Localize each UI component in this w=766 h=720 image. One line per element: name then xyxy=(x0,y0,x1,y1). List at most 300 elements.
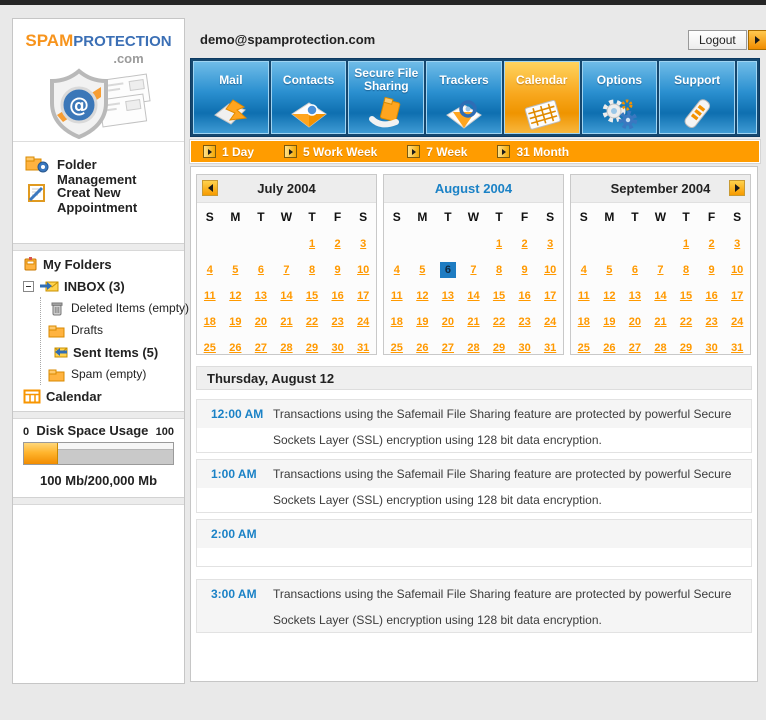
event-text-line1: Transactions using the Safemail File Sharing feature are protected by powerful Secure xyxy=(273,407,732,421)
day-cell xyxy=(274,257,300,283)
day-cell xyxy=(597,231,623,257)
sent-mail-icon xyxy=(48,345,68,359)
event-text-line2: Sockets Layer (SSL) encryption using 128 bit data encryption. xyxy=(273,613,602,627)
day-cell xyxy=(248,231,274,257)
day-link[interactable]: 22 xyxy=(305,316,319,328)
day-link[interactable]: 22 xyxy=(492,316,506,328)
weekday-header: T xyxy=(631,210,639,224)
weekday-header: W xyxy=(280,210,293,224)
day-link[interactable]: 19 xyxy=(603,316,616,328)
day-cell xyxy=(274,335,300,361)
day-link[interactable]: 24 xyxy=(544,316,557,328)
day-link[interactable]: 4 xyxy=(206,264,213,276)
day-link[interactable]: 11 xyxy=(577,290,590,302)
day-cell xyxy=(248,283,274,309)
weekday-header: T xyxy=(308,210,316,224)
slot-time[interactable]: 2:00 AM xyxy=(211,527,257,541)
day-link[interactable]: 15 xyxy=(305,290,319,302)
day-view-events xyxy=(196,399,752,639)
month-grid xyxy=(197,203,376,361)
day-link[interactable]: 3 xyxy=(734,238,741,250)
folder-icon xyxy=(48,323,66,338)
sidebar-calendar-label: Calendar xyxy=(46,388,102,404)
weekday-header: W xyxy=(467,210,480,224)
day-link[interactable]: 15 xyxy=(492,290,506,302)
day-link[interactable]: 9 xyxy=(708,264,715,276)
day-cell xyxy=(512,283,538,309)
arrow-right-icon[interactable] xyxy=(497,145,510,158)
day-link[interactable]: 4 xyxy=(580,264,587,276)
event-text-line1: Transactions using the Safemail File Sharing feature are protected by powerful Secure xyxy=(273,467,732,481)
day-link[interactable]: 12 xyxy=(416,290,429,302)
folder-item-sent-items[interactable] xyxy=(48,341,178,363)
day-link[interactable]: 24 xyxy=(731,316,744,328)
day-cell xyxy=(571,231,597,257)
day-cell xyxy=(673,309,699,335)
day-link[interactable]: 3 xyxy=(547,238,554,250)
prev-month-button[interactable] xyxy=(202,180,218,196)
weekday-header: S xyxy=(359,210,368,224)
day-cell xyxy=(673,231,699,257)
tab-label: Mail xyxy=(219,72,243,87)
day-cell xyxy=(512,309,538,335)
day-cell xyxy=(673,335,699,361)
day-cell xyxy=(597,283,623,309)
day-cell xyxy=(461,335,487,361)
day-link[interactable]: 31 xyxy=(357,342,370,354)
time-slot-12-00-am[interactable] xyxy=(196,399,752,453)
day-cell xyxy=(384,309,410,335)
day-link[interactable]: 31 xyxy=(731,342,744,354)
day-cell xyxy=(622,309,648,335)
slot-time[interactable]: 3:00 AM xyxy=(211,587,257,601)
day-link[interactable]: 10 xyxy=(731,264,744,276)
day-link[interactable]: 27 xyxy=(628,342,642,354)
view-option-label: 1 Day xyxy=(222,144,255,159)
shield-at-logo-icon xyxy=(39,67,159,139)
arrow-right-icon[interactable] xyxy=(407,145,420,158)
day-link[interactable]: 4 xyxy=(393,264,400,276)
day-link[interactable]: 25 xyxy=(390,342,403,354)
day-cell xyxy=(410,231,436,257)
tabbar-filler xyxy=(737,61,757,134)
day-link[interactable]: 6 xyxy=(631,264,638,276)
day-link[interactable]: 7 xyxy=(283,264,290,276)
disk-scale-max: 100 xyxy=(155,426,174,438)
selected-day[interactable]: 6 xyxy=(440,262,456,278)
day-link[interactable]: 10 xyxy=(544,264,557,276)
folder-item-drafts[interactable] xyxy=(48,319,178,341)
day-cell xyxy=(197,257,223,283)
day-cell xyxy=(325,231,351,257)
weekday-header: F xyxy=(520,210,529,224)
arrow-right-icon[interactable] xyxy=(284,145,297,158)
day-link[interactable]: 2 xyxy=(521,238,528,250)
day-cell xyxy=(537,335,563,361)
disk-usage-bar xyxy=(23,442,174,465)
tab-contacts[interactable] xyxy=(271,61,347,134)
day-link[interactable]: 28 xyxy=(280,342,293,354)
weekday-header: T xyxy=(257,210,265,224)
day-cell xyxy=(350,283,376,309)
calendar-panel xyxy=(190,166,758,682)
day-cell xyxy=(197,283,223,309)
sidebar-divider xyxy=(13,141,184,142)
day-link[interactable]: 26 xyxy=(416,342,429,354)
folder-item-label: Spam (empty) xyxy=(71,367,147,381)
svg-text:@: @ xyxy=(69,93,89,117)
day-cell xyxy=(410,309,436,335)
trash-icon xyxy=(48,300,66,316)
day-link[interactable]: 21 xyxy=(654,316,667,328)
day-link[interactable]: 30 xyxy=(331,342,344,354)
day-cell xyxy=(724,335,750,361)
day-cell xyxy=(648,231,674,257)
folder-icon xyxy=(48,367,66,382)
day-link[interactable]: 23 xyxy=(518,316,531,328)
day-cell xyxy=(248,309,274,335)
day-cell xyxy=(384,231,410,257)
day-link[interactable]: 14 xyxy=(280,290,293,302)
tab-mail[interactable] xyxy=(193,61,269,134)
weekday-header: T xyxy=(444,210,452,224)
month-title: August 2004 xyxy=(434,181,513,196)
logo xyxy=(13,31,184,51)
event-text-line2: Sockets Layer (SSL) encryption using 128 bit data encryption. xyxy=(273,493,602,507)
inbox-item[interactable] xyxy=(23,275,178,297)
day-link[interactable]: 27 xyxy=(254,342,268,354)
view-option-week[interactable] xyxy=(407,145,467,159)
day-link[interactable]: 8 xyxy=(495,264,503,276)
day-cell xyxy=(325,283,351,309)
folder-management-label: Folder Management xyxy=(57,157,137,187)
day-cell xyxy=(486,257,512,283)
day-cell xyxy=(435,257,461,283)
inbox-icon xyxy=(39,279,59,293)
tab-label: Contacts xyxy=(282,72,335,87)
day-link[interactable]: 29 xyxy=(492,342,506,354)
day-link[interactable]: 16 xyxy=(331,290,344,302)
weekday-header: S xyxy=(392,210,401,224)
day-link[interactable]: 20 xyxy=(628,316,642,328)
day-link[interactable]: 29 xyxy=(679,342,693,354)
day-link[interactable]: 5 xyxy=(419,264,426,276)
time-slot-1-00-am[interactable] xyxy=(196,459,752,513)
disk-space-usage xyxy=(23,423,174,488)
day-link[interactable]: 19 xyxy=(416,316,429,328)
day-link[interactable]: 25 xyxy=(577,342,590,354)
next-month-button[interactable] xyxy=(729,180,745,196)
view-option-work-week[interactable] xyxy=(284,145,377,159)
day-link[interactable]: 5 xyxy=(606,264,613,276)
day-link[interactable]: 15 xyxy=(679,290,693,302)
day-link[interactable]: 21 xyxy=(467,316,480,328)
day-link[interactable]: 19 xyxy=(229,316,242,328)
day-cell xyxy=(299,257,325,283)
day-cell xyxy=(350,335,376,361)
day-cell xyxy=(197,335,223,361)
logout-arrow-icon[interactable] xyxy=(748,30,766,50)
day-cell xyxy=(248,257,274,283)
day-link[interactable]: 31 xyxy=(544,342,557,354)
day-link[interactable]: 16 xyxy=(518,290,531,302)
day-link[interactable]: 26 xyxy=(603,342,616,354)
day-cell xyxy=(274,283,300,309)
day-cell xyxy=(486,231,512,257)
folder-item-deleted-items[interactable] xyxy=(48,297,190,319)
day-link[interactable]: 26 xyxy=(229,342,242,354)
day-cell xyxy=(699,231,725,257)
weekday-header: S xyxy=(205,210,214,224)
day-link[interactable]: 14 xyxy=(467,290,480,302)
my-folders-item[interactable] xyxy=(23,253,178,275)
weekday-header: S xyxy=(579,210,588,224)
day-link[interactable]: 8 xyxy=(682,264,690,276)
secure-file-sharing-icon xyxy=(349,95,423,133)
calendar-icon xyxy=(505,95,579,133)
day-cell xyxy=(299,283,325,309)
folder-item-label: Deleted Items (empty) xyxy=(71,301,190,315)
month-grid xyxy=(384,203,563,361)
weekday-header: T xyxy=(682,210,690,224)
month-title: July 2004 xyxy=(257,181,316,196)
day-link[interactable]: 21 xyxy=(280,316,293,328)
mini-calendars xyxy=(196,174,751,355)
mail-icon xyxy=(194,95,268,133)
day-link[interactable]: 9 xyxy=(521,264,528,276)
day-link[interactable]: 1 xyxy=(682,238,690,250)
day-link[interactable]: 2 xyxy=(708,238,715,250)
day-link[interactable]: 28 xyxy=(654,342,667,354)
day-cell xyxy=(512,257,538,283)
day-link[interactable]: 20 xyxy=(254,316,268,328)
day-cell xyxy=(512,231,538,257)
sidebar-section-divider xyxy=(13,243,184,251)
day-cell xyxy=(486,309,512,335)
event-text-line1: Transactions using the Safemail File Sharing feature are protected by powerful Secure xyxy=(273,587,732,601)
arrow-right-icon[interactable] xyxy=(203,145,216,158)
day-cell xyxy=(622,335,648,361)
day-cell xyxy=(648,335,674,361)
day-cell xyxy=(461,309,487,335)
day-cell xyxy=(622,257,648,283)
month-grid xyxy=(571,203,750,361)
day-cell xyxy=(724,283,750,309)
sidebar-section-divider xyxy=(13,411,184,419)
day-cell xyxy=(223,335,249,361)
disk-usage-label: 100 Mb/200,000 Mb xyxy=(39,473,158,488)
day-cell xyxy=(537,231,563,257)
day-link[interactable]: 7 xyxy=(657,264,664,276)
logout-label[interactable]: Logout xyxy=(688,30,747,50)
day-cell xyxy=(350,231,376,257)
day-cell xyxy=(274,231,300,257)
day-cell xyxy=(648,283,674,309)
day-link[interactable]: 17 xyxy=(731,290,744,302)
day-link[interactable]: 3 xyxy=(360,238,367,250)
mini-calendar-september-2004 xyxy=(570,174,751,355)
day-cell xyxy=(223,231,249,257)
day-link[interactable]: 11 xyxy=(390,290,403,302)
sidebar-calendar-item[interactable] xyxy=(23,385,178,407)
day-cell xyxy=(350,309,376,335)
main-nav-tabbar xyxy=(190,58,760,137)
day-link[interactable]: 18 xyxy=(390,316,403,328)
slot-time[interactable]: 1:00 AM xyxy=(211,467,257,481)
support-icon xyxy=(660,95,734,133)
day-link[interactable]: 16 xyxy=(705,290,718,302)
tab-label: Support xyxy=(674,72,721,87)
day-cell xyxy=(461,257,487,283)
day-link[interactable]: 11 xyxy=(203,290,216,302)
day-link[interactable]: 13 xyxy=(254,290,268,302)
day-link[interactable]: 8 xyxy=(308,264,316,276)
day-link[interactable]: 23 xyxy=(705,316,718,328)
time-slot-2-00-am[interactable] xyxy=(196,519,752,567)
tab-options[interactable] xyxy=(582,61,658,134)
day-link[interactable]: 7 xyxy=(470,264,477,276)
day-link[interactable]: 30 xyxy=(705,342,718,354)
day-cell xyxy=(223,283,249,309)
my-folders-label: My Folders xyxy=(43,256,112,272)
day-cell xyxy=(274,309,300,335)
day-cell xyxy=(384,257,410,283)
time-slot-3-00-am[interactable] xyxy=(196,579,752,633)
view-option-month[interactable] xyxy=(497,145,569,159)
day-view-header: Thursday, August 12 xyxy=(196,366,752,390)
day-link[interactable]: 25 xyxy=(203,342,216,354)
create-new-appointment-button[interactable] xyxy=(25,183,175,215)
folder-item-spam[interactable] xyxy=(48,363,178,385)
day-cell xyxy=(410,257,436,283)
folder-gear-icon xyxy=(25,155,49,173)
day-cell xyxy=(571,283,597,309)
day-cell xyxy=(435,335,461,361)
day-cell xyxy=(597,335,623,361)
day-link[interactable]: 22 xyxy=(679,316,693,328)
tab-trackers[interactable] xyxy=(426,61,502,134)
weekday-header: M xyxy=(230,210,241,224)
disk-usage-title: Disk Space Usage xyxy=(36,423,149,438)
mini-calendar-august-2004 xyxy=(383,174,564,355)
day-link[interactable]: 30 xyxy=(518,342,531,354)
tab-label: Trackers xyxy=(439,72,489,87)
day-cell xyxy=(384,283,410,309)
tab-label: Secure File Sharing xyxy=(354,66,419,93)
day-link[interactable]: 29 xyxy=(305,342,319,354)
tab-label: Options xyxy=(596,72,643,87)
day-cell xyxy=(486,283,512,309)
create-new-appointment-label: Creat New Appointment xyxy=(57,185,138,215)
day-cell xyxy=(410,335,436,361)
day-cell xyxy=(512,335,538,361)
day-link[interactable]: 6 xyxy=(257,264,264,276)
day-link[interactable]: 2 xyxy=(334,238,341,250)
tab-support[interactable] xyxy=(659,61,735,134)
day-cell xyxy=(325,335,351,361)
day-link[interactable]: 13 xyxy=(628,290,642,302)
day-link[interactable]: 17 xyxy=(357,290,370,302)
day-link[interactable]: 18 xyxy=(203,316,216,328)
day-cell xyxy=(197,309,223,335)
tab-calendar[interactable] xyxy=(504,61,580,134)
day-link[interactable]: 9 xyxy=(334,264,341,276)
tab-secure-file-sharing[interactable] xyxy=(348,61,424,134)
day-link[interactable]: 28 xyxy=(467,342,480,354)
weekday-header: W xyxy=(654,210,667,224)
logo-word-com: .com xyxy=(113,51,144,66)
slot-time[interactable]: 12:00 AM xyxy=(211,407,264,421)
day-link[interactable]: 27 xyxy=(441,342,455,354)
mini-calendar-july-2004 xyxy=(196,174,377,355)
day-cell xyxy=(350,257,376,283)
day-cell xyxy=(673,283,699,309)
folder-item-label: Sent Items (5) xyxy=(73,344,159,360)
view-option-label: 7 Week xyxy=(426,144,468,159)
logout-button[interactable] xyxy=(688,30,766,50)
weekday-header: F xyxy=(707,210,716,224)
collapse-minus-icon[interactable] xyxy=(23,281,34,292)
day-cell xyxy=(622,283,648,309)
weekday-header: F xyxy=(333,210,342,224)
day-link[interactable]: 12 xyxy=(229,290,242,302)
day-cell xyxy=(622,231,648,257)
day-link[interactable]: 1 xyxy=(308,238,316,250)
day-link[interactable]: 13 xyxy=(441,290,455,302)
day-link[interactable]: 12 xyxy=(603,290,616,302)
day-link[interactable]: 14 xyxy=(654,290,667,302)
day-cell xyxy=(197,231,223,257)
day-link[interactable]: 10 xyxy=(357,264,370,276)
options-icon xyxy=(583,95,657,133)
day-cell xyxy=(699,335,725,361)
day-cell xyxy=(299,309,325,335)
day-link[interactable]: 18 xyxy=(577,316,590,328)
day-link[interactable]: 5 xyxy=(232,264,239,276)
day-cell xyxy=(571,309,597,335)
day-link[interactable]: 20 xyxy=(441,316,455,328)
account-email: demo@spamprotection.com xyxy=(200,32,376,47)
logo-word-spam: SPAM xyxy=(25,31,74,50)
day-cell xyxy=(461,283,487,309)
mailbox-icon xyxy=(23,256,38,272)
sidebar xyxy=(12,18,190,684)
view-option-day[interactable] xyxy=(203,145,254,159)
day-cell xyxy=(724,309,750,335)
day-link[interactable]: 23 xyxy=(331,316,344,328)
mini-calendar-header xyxy=(571,175,750,203)
day-link[interactable]: 24 xyxy=(357,316,370,328)
calendar-view-bar xyxy=(190,140,760,163)
mini-calendar-header xyxy=(197,175,376,203)
day-link[interactable]: 1 xyxy=(495,238,503,250)
inbox-label: INBOX (3) xyxy=(64,278,125,294)
day-cell xyxy=(648,309,674,335)
day-cell xyxy=(699,283,725,309)
day-link[interactable]: 17 xyxy=(544,290,557,302)
month-title: September 2004 xyxy=(610,181,711,196)
day-cell xyxy=(571,257,597,283)
day-cell xyxy=(537,309,563,335)
tab-label: Calendar xyxy=(516,72,568,87)
weekday-header: S xyxy=(546,210,555,224)
view-option-label: 31 Month xyxy=(516,144,570,159)
new-appointment-pencil-icon xyxy=(25,183,49,203)
weekday-header: M xyxy=(417,210,428,224)
day-cell xyxy=(724,231,750,257)
calendar-grid-icon xyxy=(23,388,41,404)
trackers-icon xyxy=(427,95,501,133)
